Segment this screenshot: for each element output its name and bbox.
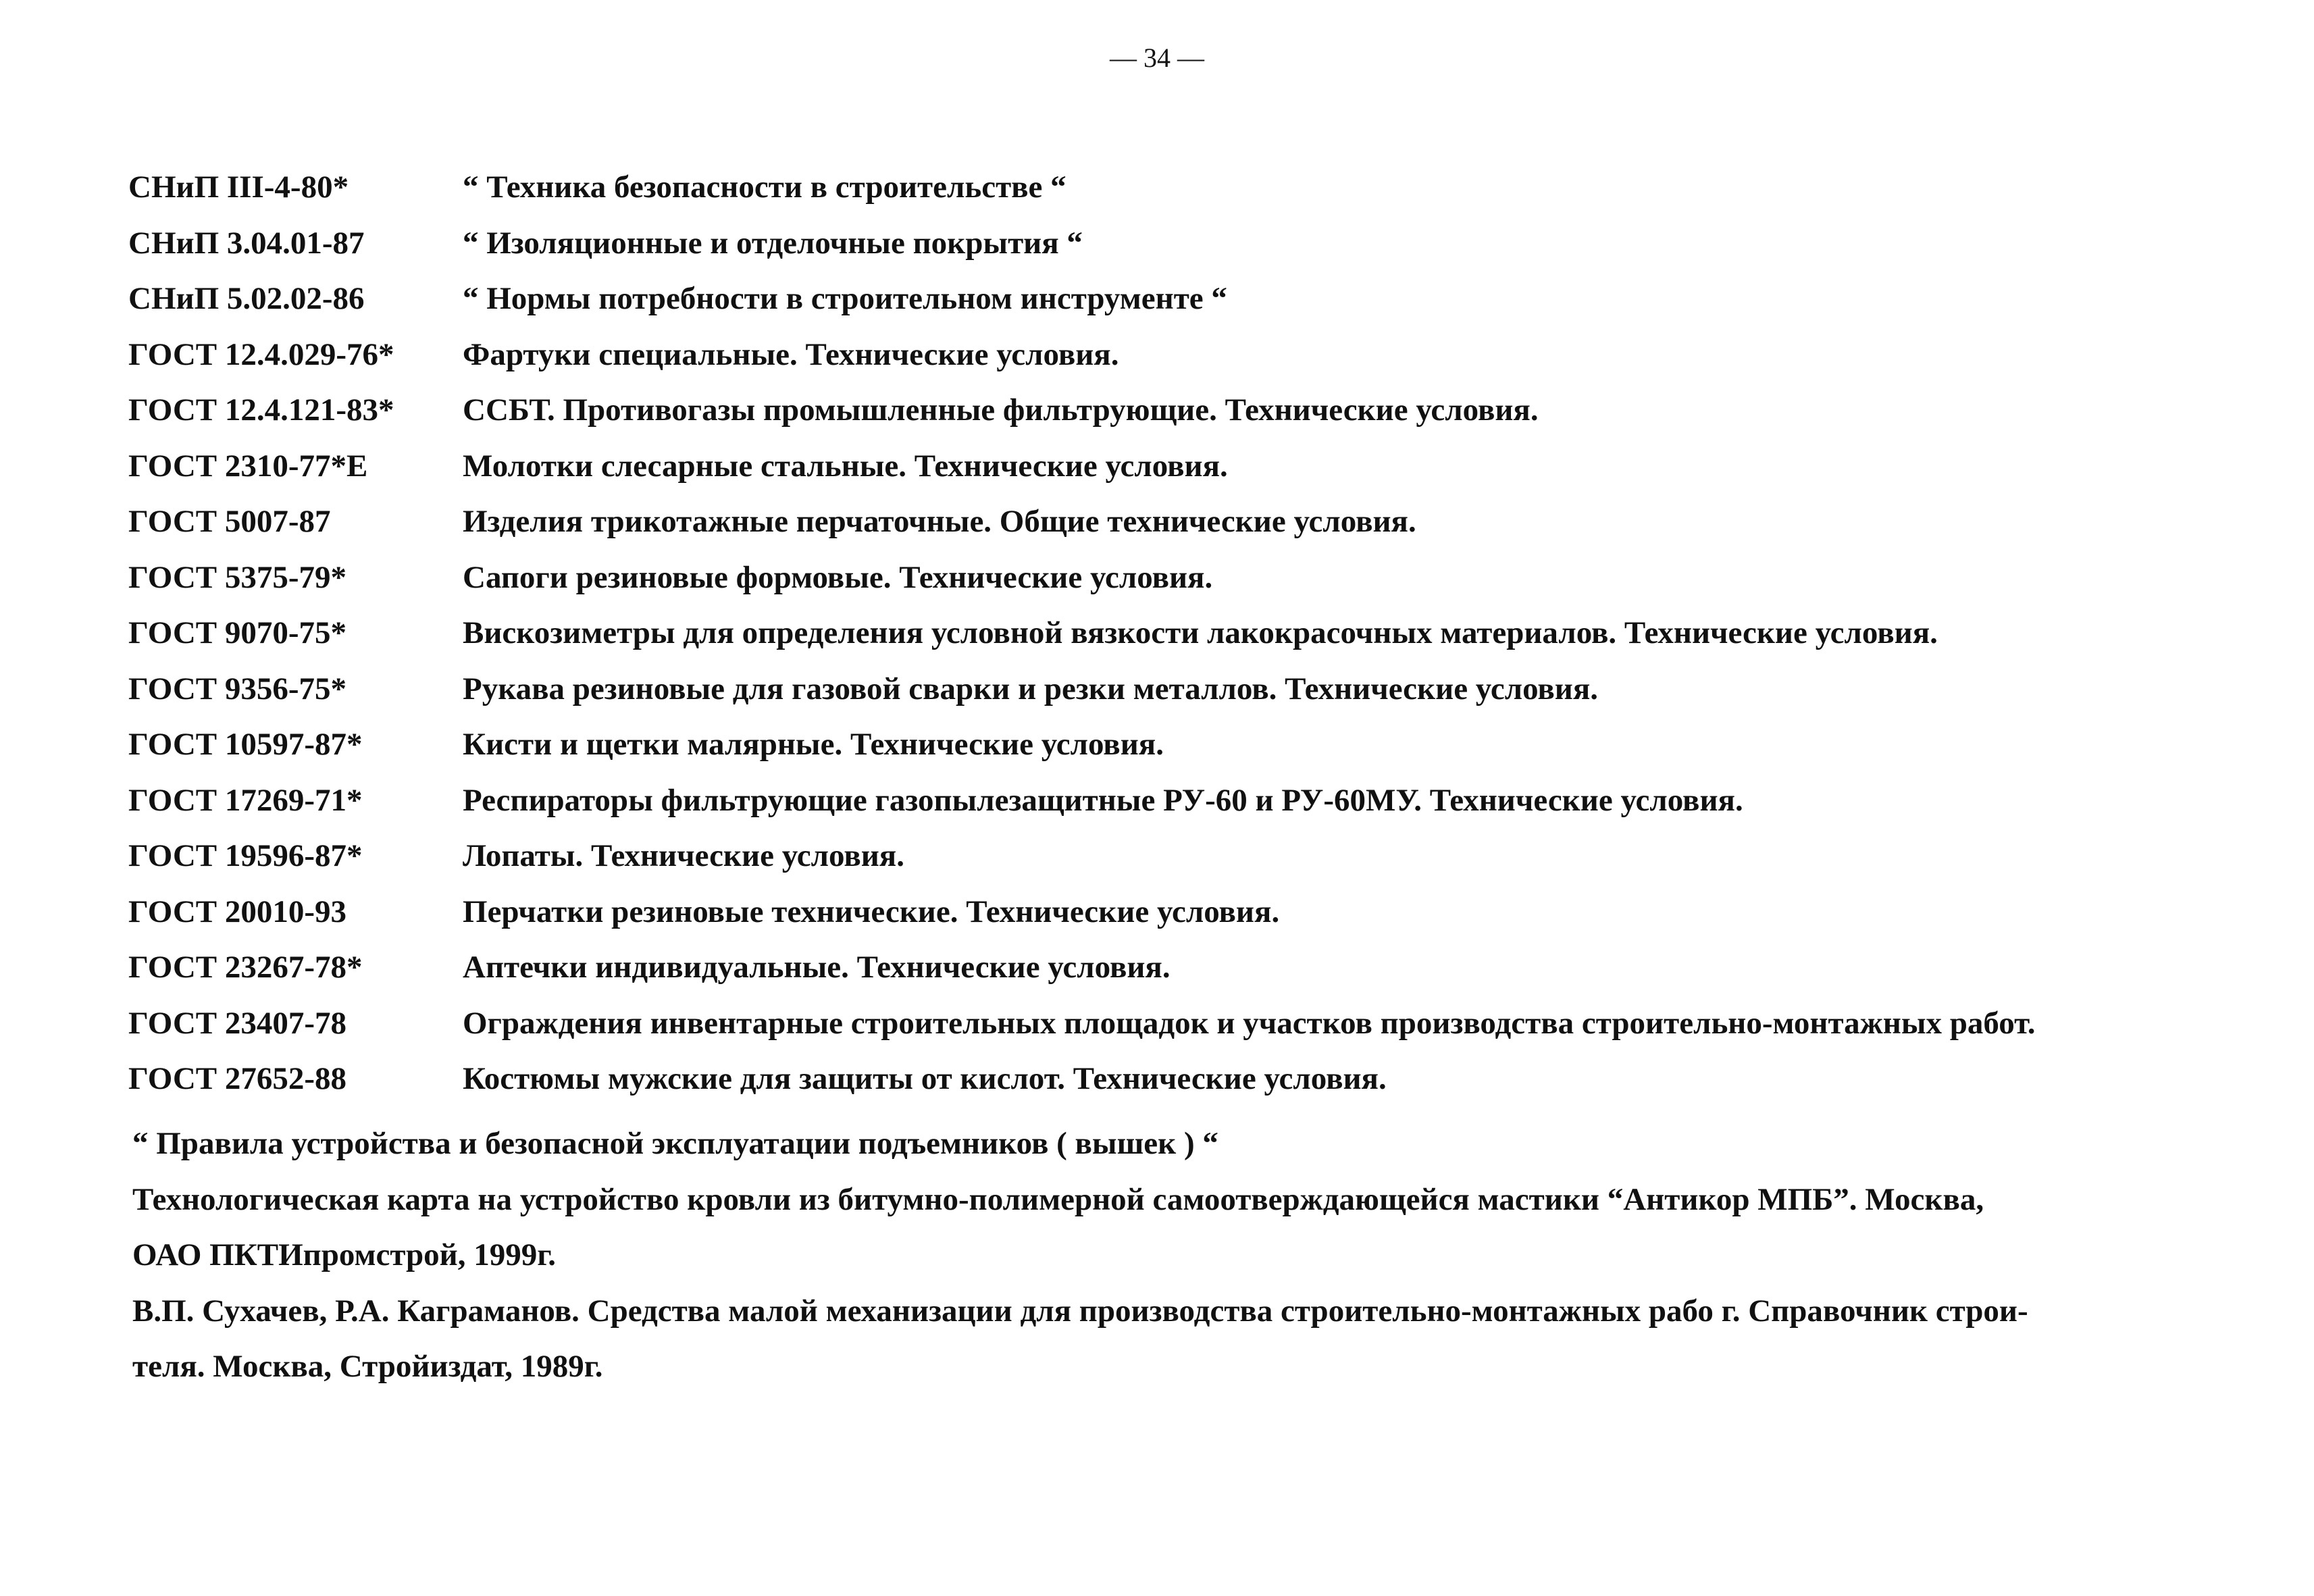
page-number: — 34 — <box>1110 43 1204 73</box>
reference-code: ГОСТ 23267-78* <box>128 950 363 985</box>
reference-code: ГОСТ 9356-75* <box>128 671 347 706</box>
book-reference-line2: теля. Москва, Стройиздат, 1989г. <box>132 1349 603 1384</box>
reference-code: ГОСТ 20010-93 <box>128 894 347 929</box>
book-reference-line1: В.П. Сухачев, Р.А. Каграманов. Средства малой механизации для производства строительно-монтажных рабо г. Справочник строи- <box>132 1293 2028 1329</box>
techmap-reference-line1: Технологическая карта на устройство кровли из битумно-полимерной самоотверждающейся мастики “Антикор МПБ”. Москва, <box>132 1181 1984 1217</box>
reference-code: ГОСТ 17269-71* <box>128 782 363 818</box>
reference-code: ГОСТ 9070-75* <box>128 615 347 650</box>
reference-item <box>128 949 2222 1005</box>
reference-title: Респираторы фильтрующие газопылезащитные РУ-60 и РУ-60МУ. Технические условия. <box>463 782 1743 818</box>
reference-list <box>128 169 2222 1116</box>
reference-code: ГОСТ 5375-79* <box>128 559 347 595</box>
reference-title: Фартуки специальные. Технические условия. <box>463 336 1119 372</box>
reference-item <box>128 615 2222 671</box>
reference-item <box>128 280 2222 336</box>
reference-item <box>128 782 2222 838</box>
reference-code: ГОСТ 5007-87 <box>128 504 331 539</box>
reference-title: Кисти и щетки малярные. Технические условия. <box>463 727 1164 762</box>
reference-code: ГОСТ 10597-87* <box>128 727 363 762</box>
reference-title: Ограждения инвентарные строительных площадок и участков производства строительно-монтажных работ. <box>463 1005 2036 1041</box>
reference-title: “ Техника безопасности в строительстве “ <box>463 170 1066 205</box>
reference-item <box>128 503 2222 559</box>
reference-item <box>128 169 2222 225</box>
reference-code: СНиП 5.02.02-86 <box>128 281 365 316</box>
reference-item <box>128 894 2222 950</box>
reference-code: ГОСТ 27652-88 <box>128 1061 347 1096</box>
reference-title: Перчатки резиновые технические. Технические условия. <box>463 894 1280 929</box>
reference-item <box>128 838 2222 894</box>
additional-references <box>132 1116 2213 1395</box>
techmap-reference-line2: ОАО ПКТИпромстрой, 1999г. <box>132 1237 557 1272</box>
reference-title: Вискозиметры для определения условной вязкости лакокрасочных материалов. Технические условия. <box>463 615 1938 650</box>
reference-item <box>128 1005 2222 1061</box>
reference-title: Аптечки индивидуальные. Технические условия. <box>463 950 1171 985</box>
reference-item <box>128 726 2222 782</box>
reference-item <box>128 1060 2222 1116</box>
reference-code: ГОСТ 19596-87* <box>128 838 363 873</box>
reference-item <box>128 671 2222 727</box>
reference-item <box>128 448 2222 504</box>
reference-item <box>128 225 2222 281</box>
reference-title: Рукава резиновые для газовой сварки и резки металлов. Технические условия. <box>463 671 1599 706</box>
reference-title: ССБТ. Противогазы промышленные фильтрующие. Технические условия. <box>463 392 1539 428</box>
reference-title: Лопаты. Технические условия. <box>463 838 904 873</box>
reference-code: СНиП 3.04.01-87 <box>128 225 365 261</box>
reference-item <box>128 336 2222 392</box>
reference-code: ГОСТ 12.4.029-76* <box>128 336 394 372</box>
reference-title: “ Нормы потребности в строительном инструменте “ <box>463 281 1227 316</box>
reference-item <box>128 559 2222 615</box>
reference-title: Сапоги резиновые формовые. Технические условия. <box>463 559 1213 595</box>
reference-title: “ Изоляционные и отделочные покрытия “ <box>463 225 1083 261</box>
reference-code: СНиП III-4-80* <box>128 170 349 205</box>
reference-title: Молотки слесарные стальные. Технические условия. <box>463 448 1228 484</box>
reference-title: Костюмы мужские для защиты от кислот. Технические условия. <box>463 1061 1387 1096</box>
reference-code: ГОСТ 12.4.121-83* <box>128 392 394 428</box>
reference-title: Изделия трикотажные перчаточные. Общие технические условия. <box>463 504 1416 539</box>
reference-item <box>128 392 2222 448</box>
reference-code: ГОСТ 2310-77*Е <box>128 448 368 484</box>
rules-reference: “ Правила устройства и безопасной эксплуатации подъемников ( вышек ) “ <box>132 1126 1218 1161</box>
reference-code: ГОСТ 23407-78 <box>128 1005 347 1041</box>
